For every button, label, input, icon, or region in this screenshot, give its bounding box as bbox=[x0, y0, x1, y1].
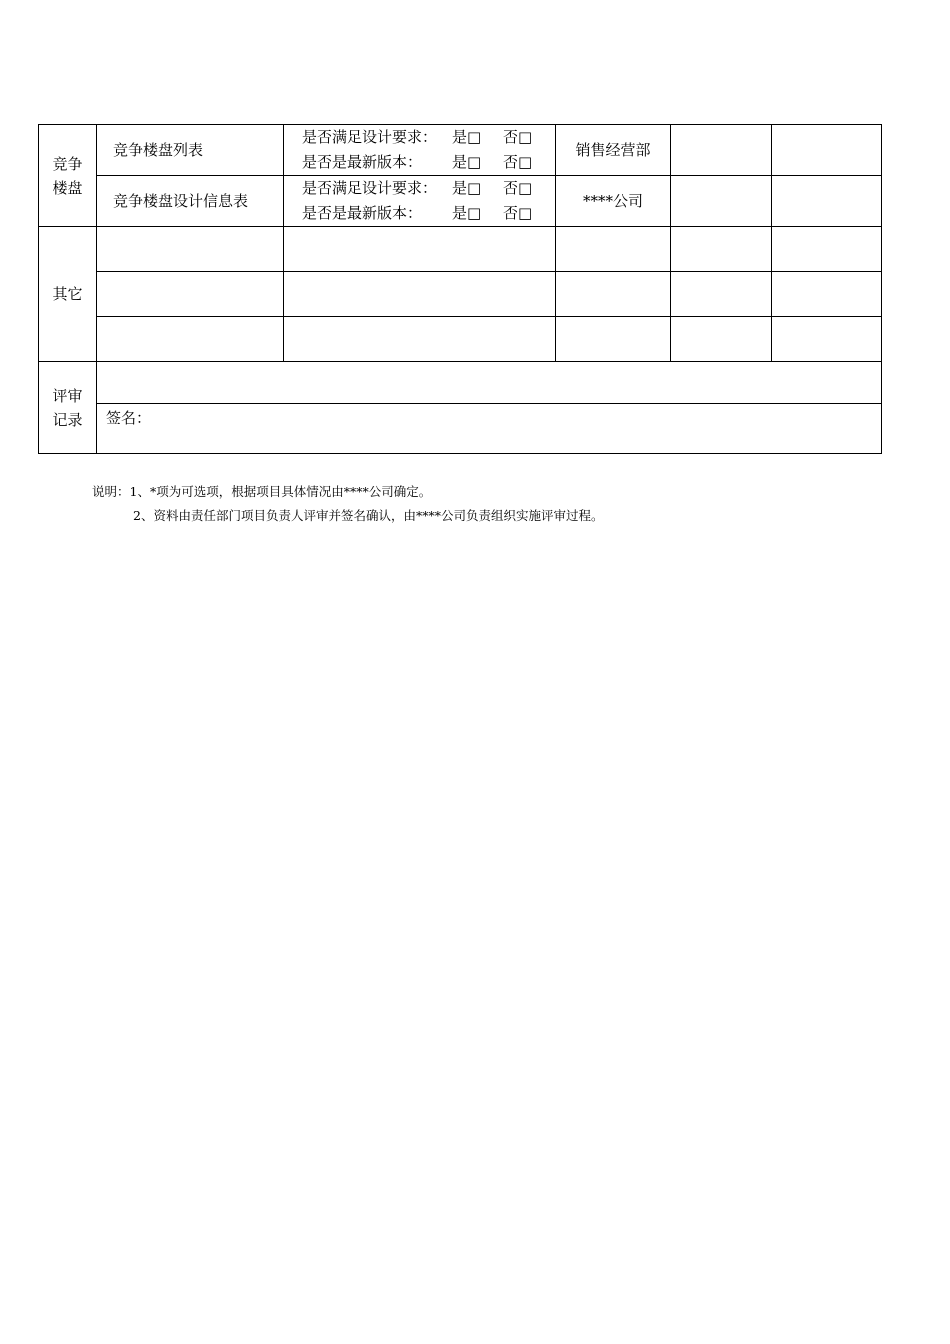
table-row bbox=[39, 317, 882, 362]
signature-field[interactable] bbox=[97, 404, 882, 454]
category-label: 评审 bbox=[52, 386, 83, 405]
no-checkbox[interactable]: 否□ bbox=[503, 179, 533, 197]
check-question: 是否满足设计要求： bbox=[302, 128, 438, 146]
category-other bbox=[39, 227, 97, 362]
empty-cell[interactable] bbox=[284, 227, 556, 272]
signature-label: 签名： bbox=[106, 409, 152, 427]
yes-checkbox[interactable]: 是□ bbox=[452, 153, 482, 171]
empty-cell[interactable] bbox=[556, 317, 671, 362]
empty-cell[interactable] bbox=[671, 125, 772, 176]
empty-cell[interactable] bbox=[671, 317, 772, 362]
empty-cell[interactable] bbox=[772, 317, 882, 362]
empty-cell[interactable] bbox=[97, 227, 284, 272]
check-line bbox=[302, 150, 555, 175]
empty-cell[interactable] bbox=[671, 272, 772, 317]
responsible-dept: ****公司 bbox=[556, 176, 671, 227]
no-checkbox[interactable]: 否□ bbox=[503, 204, 533, 222]
yes-checkbox[interactable]: 是□ bbox=[452, 204, 482, 222]
yes-checkbox[interactable]: 是□ bbox=[452, 179, 482, 197]
table-row bbox=[39, 125, 882, 176]
table-row bbox=[39, 362, 882, 404]
review-table bbox=[38, 124, 882, 454]
empty-cell[interactable] bbox=[97, 272, 284, 317]
notes bbox=[92, 480, 603, 528]
category-label: 楼盘 bbox=[52, 178, 83, 197]
review-record-field[interactable] bbox=[97, 362, 882, 404]
item-name: 竞争楼盘列表 bbox=[97, 125, 284, 176]
check-line bbox=[302, 201, 555, 226]
empty-cell[interactable] bbox=[284, 317, 556, 362]
check-line bbox=[302, 176, 555, 201]
check-question: 是否满足设计要求： bbox=[302, 179, 438, 197]
empty-cell[interactable] bbox=[284, 272, 556, 317]
check-line bbox=[302, 125, 555, 150]
check-cell bbox=[284, 125, 556, 176]
table-row bbox=[39, 176, 882, 227]
empty-cell[interactable] bbox=[671, 176, 772, 227]
category-label: 记录 bbox=[52, 410, 83, 429]
note-line-1: 说明：1、*项为可选项，根据项目具体情况由****公司确定。 bbox=[92, 484, 432, 499]
empty-cell[interactable] bbox=[556, 227, 671, 272]
table-row bbox=[39, 272, 882, 317]
check-question: 是否是最新版本： bbox=[302, 153, 423, 171]
category-label: 竞争 bbox=[52, 154, 83, 173]
empty-cell[interactable] bbox=[97, 317, 284, 362]
check-cell bbox=[284, 176, 556, 227]
table-row bbox=[39, 227, 882, 272]
no-checkbox[interactable]: 否□ bbox=[503, 153, 533, 171]
empty-cell[interactable] bbox=[772, 125, 882, 176]
category-review bbox=[39, 362, 97, 454]
no-checkbox[interactable]: 否□ bbox=[503, 128, 533, 146]
category-competitive bbox=[39, 125, 97, 227]
item-name: 竞争楼盘设计信息表 bbox=[97, 176, 284, 227]
empty-cell[interactable] bbox=[671, 227, 772, 272]
table-row bbox=[39, 404, 882, 454]
check-question: 是否是最新版本： bbox=[302, 204, 423, 222]
yes-checkbox[interactable]: 是□ bbox=[452, 128, 482, 146]
empty-cell[interactable] bbox=[772, 272, 882, 317]
empty-cell[interactable] bbox=[772, 176, 882, 227]
note-line-2: 2、资料由责任部门项目负责人评审并签名确认，由****公司负责组织实施评审过程。 bbox=[133, 508, 604, 523]
empty-cell[interactable] bbox=[772, 227, 882, 272]
responsible-dept: 销售经营部 bbox=[556, 125, 671, 176]
category-label: 其它 bbox=[52, 285, 83, 303]
empty-cell[interactable] bbox=[556, 272, 671, 317]
